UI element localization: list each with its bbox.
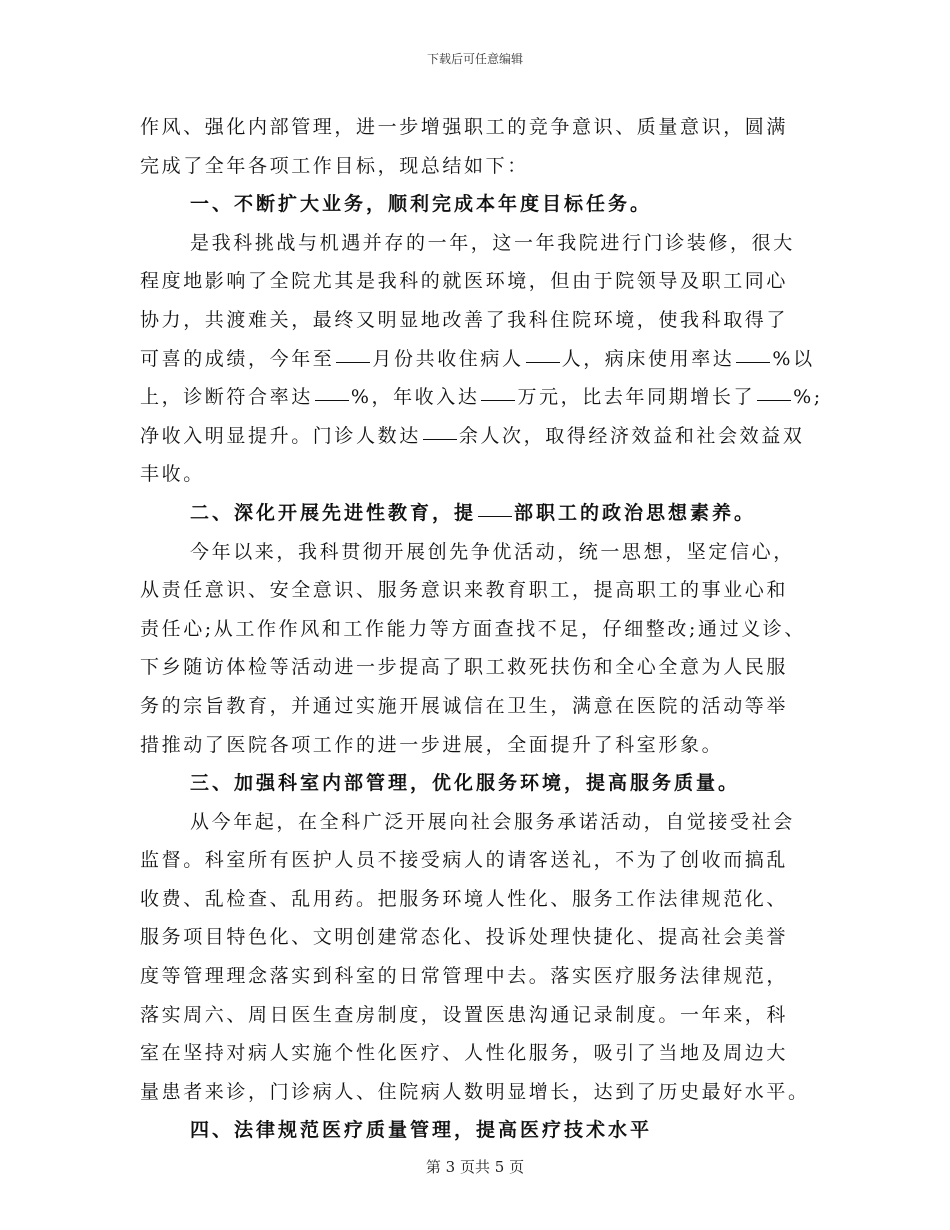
- fill-blank: [526, 361, 560, 363]
- section-heading-3: 三、加强科室内部管理，优化服务环境，提高服务质量。: [190, 772, 741, 795]
- section-heading-1: 一、不断扩大业务，顺利完成本年度目标任务。: [190, 193, 653, 216]
- section-3-line-3: 收费、乱检查、乱用药。把服务环境人性化、服务工作法律规范化、: [140, 887, 789, 910]
- text-segment: 人，病床使用率达: [561, 347, 735, 370]
- section-1-line-1: 是我科挑战与机遇并存的一年，这一年我院进行门诊装修，很大: [190, 231, 795, 254]
- section-3-line-5: 度等管理理念落实到科室的日常管理中去。落实医疗服务法律规范，: [140, 965, 789, 988]
- section-1-line-3: 协力，共渡难关，最终又明显地改善了我科住院环境，使我科取得了: [140, 308, 789, 331]
- section-2-line-4: 下乡随访体检等活动进一步提高了职工救死扶伤和全心全意为人民服: [140, 656, 789, 679]
- section-3-line-1: 从今年起，在全科广泛开展向社会服务承诺活动，自觉接受社会: [190, 810, 795, 833]
- section-3-line-4: 服务项目特色化、文明创建常态化、投诉处理快捷化、提高社会美誉: [140, 926, 789, 949]
- section-2-line-5: 务的宗旨教育，并通过实施开展诚信在卫生，满意在医院的活动等举: [140, 694, 789, 717]
- text-segment: 余人次，取得经济效益和社会效益双: [458, 424, 805, 447]
- section-2-line-6: 措推动了医院各项工作的进一步进展，全面提升了科室形象。: [140, 733, 724, 756]
- section-3-line-6: 落实周六、周日医生查房制度，设置医患沟通记录制度。一年来，科: [140, 1003, 789, 1026]
- text-segment: 二、深化开展先进性教育，提: [190, 501, 477, 524]
- section-2-line-3: 责任心;从工作作风和工作能力等方面查找不足，仔细整改;通过义诊、: [140, 617, 807, 640]
- text-segment: 可喜的成绩，今年至: [140, 347, 335, 370]
- text-segment: %;: [793, 386, 823, 409]
- fill-blank: [757, 399, 791, 401]
- section-1-line-7: 丰收。: [140, 463, 205, 486]
- section-3-line-7: 室在坚持对病人实施个性化医疗、人性化服务，吸引了当地及周边大: [140, 1042, 789, 1065]
- fill-blank: [315, 399, 349, 401]
- section-1-line-5: [140, 378, 823, 417]
- intro-line-2: 完成了全年各项工作目标，现总结如下：: [140, 154, 529, 177]
- fill-blank: [423, 438, 457, 440]
- text-segment: 万元，比去年同期增长了: [517, 386, 756, 409]
- text-segment: 上，诊断符合率达: [140, 386, 313, 409]
- fill-blank: [481, 399, 515, 401]
- text-segment: %以: [772, 347, 815, 370]
- document-body: [140, 108, 823, 1150]
- section-heading-2: [140, 494, 816, 533]
- text-segment: 净收入明显提升。门诊人数达: [140, 424, 421, 447]
- section-3-line-8: 量患者来诊，门诊病人、住院病人数明显增长，达到了历史最好水平。: [140, 1080, 810, 1103]
- section-1-line-6: [140, 417, 816, 456]
- section-1-line-2: 程度地影响了全院尤其是我科的就医环境，但由于院领导及职工同心: [140, 270, 789, 293]
- text-segment: 月份共收住病人: [372, 347, 524, 370]
- section-2-line-1: 今年以来，我科贯彻开展创先争优活动，统一思想，坚定信心，: [190, 540, 795, 563]
- text-segment: %，年收入达: [350, 386, 480, 409]
- page-footer: 第 3 页共 5 页: [425, 1158, 525, 1176]
- fill-blank: [736, 361, 770, 363]
- section-heading-4: 四、法律规范医疗质量管理，提高医疗技术水平: [190, 1119, 653, 1142]
- section-2-line-2: 从责任意识、安全意识、服务意识来教育职工，提高职工的事业心和: [140, 579, 789, 602]
- section-1-line-4: [140, 340, 816, 379]
- section-3-line-2: 监督。科室所有医护人员不接受病人的请客送礼，不为了创收而搞乱: [140, 849, 789, 872]
- page-header: 下载后可任意编辑: [426, 52, 523, 66]
- text-segment: 部职工的政治思想素养。: [514, 501, 757, 524]
- fill-blank: [336, 361, 370, 363]
- fill-blank: [478, 515, 512, 517]
- intro-line-1: 作风、强化内部管理，进一步增强职工的竞争意识、质量意识，圆满: [140, 116, 789, 138]
